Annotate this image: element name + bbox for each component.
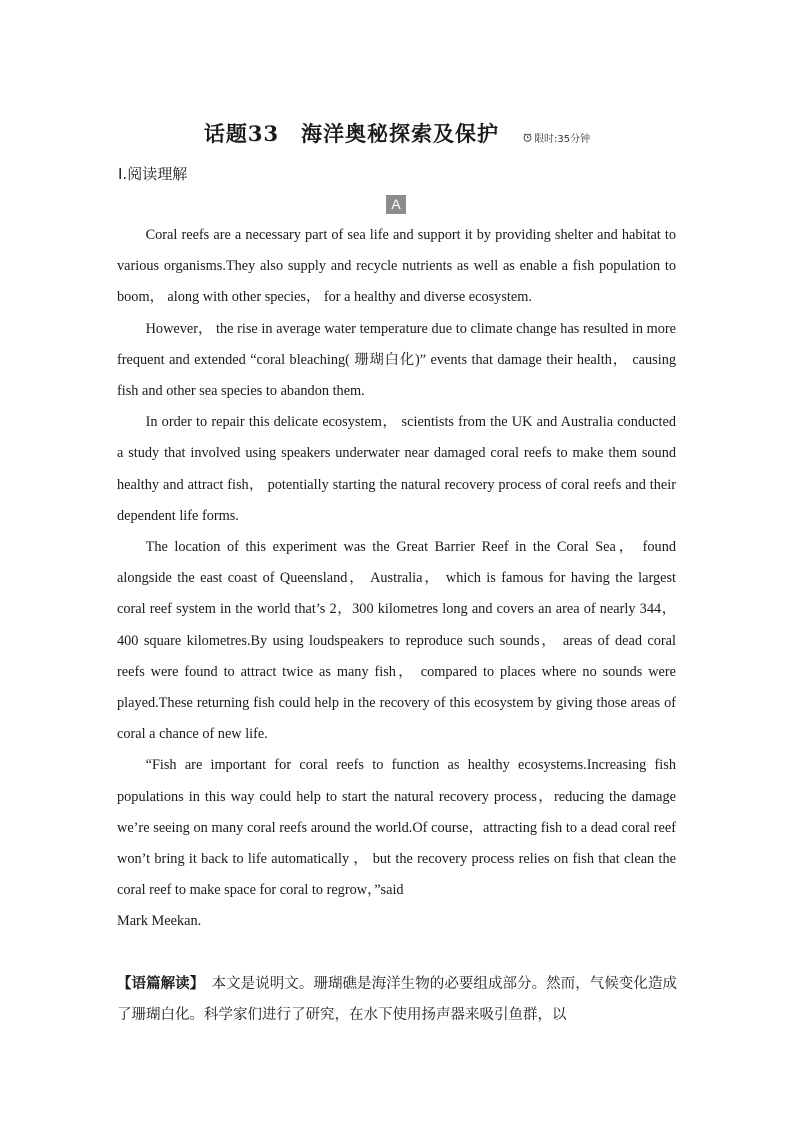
paragraph-4: The location of this experiment was the Great Barrier Reef in the Coral Sea， found alongside the east coast of Queensland， Australia， which is famous for having the largest coral reef system in the world that’s 2，300 kilometres long and covers an area of nearly 344，400 square kilometres.By using loudspeakers to reproduce such sounds， areas of dead coral reefs were found to attract twice as many fish， compared to places where no sounds were played.These returning fish could help in the recovery of this ecosystem by giving those areas of coral a chance of new life.	[117, 539, 676, 743]
title-row	[0, 118, 794, 148]
alarm-clock-icon	[523, 133, 532, 142]
passage-label: A	[386, 195, 406, 214]
page-title: 话题33 海洋奥秘探索及保护	[203, 121, 500, 146]
paragraph-5-end: Mark Meekan.	[117, 913, 202, 930]
section-heading: Ⅰ.阅读理解	[118, 165, 188, 183]
paragraph-5: “Fish are important for coral reefs to function as healthy ecosystems.Increasing fish populations in this way could help to start the natural recovery process，reducing the damage we’re seeing on many coral reefs around the world.Of course，attracting fish to a dead coral reef won’t bring it back to life automatically ， but the recovery process relies on fish that clean the coral reef to make space for coral to regrow，”said	[117, 757, 676, 899]
analysis-text: 本文是说明文。珊瑚礁是海洋生物的必要组成部分。然而，气候变化造成了珊瑚白化。科学家们进行了研究，在水下使用扬声器来吸引鱼群，以	[117, 976, 678, 1023]
paragraph-1: Coral reefs are a necessary part of sea life and support it by providing shelter and habitat to various organisms.They also supply and recycle nutrients as well as enable a fish population to boom， along with other species， for a healthy and diverse ecosystem.	[117, 227, 676, 306]
passage-analysis	[117, 968, 677, 1031]
passage-body	[117, 220, 676, 938]
analysis-label: 【语篇解读】	[117, 975, 198, 992]
paragraph-3: In order to repair this delicate ecosystem， scientists from the UK and Australia conducted a study that involved using speakers underwater near damaged coral reefs to make them sound healthy and attract fish， potentially starting the natural recovery process of coral reefs and their dependent life forms.	[117, 414, 676, 524]
time-limit-text: 限时:35分钟	[534, 133, 591, 145]
paragraph-2: However， the rise in average water temperature due to climate change has resulted in more frequent and extended “coral bleaching( 珊瑚白化)” events that damage their health， causing fish and other sea species to abandon them.	[117, 320, 676, 400]
time-limit-badge	[523, 130, 590, 145]
